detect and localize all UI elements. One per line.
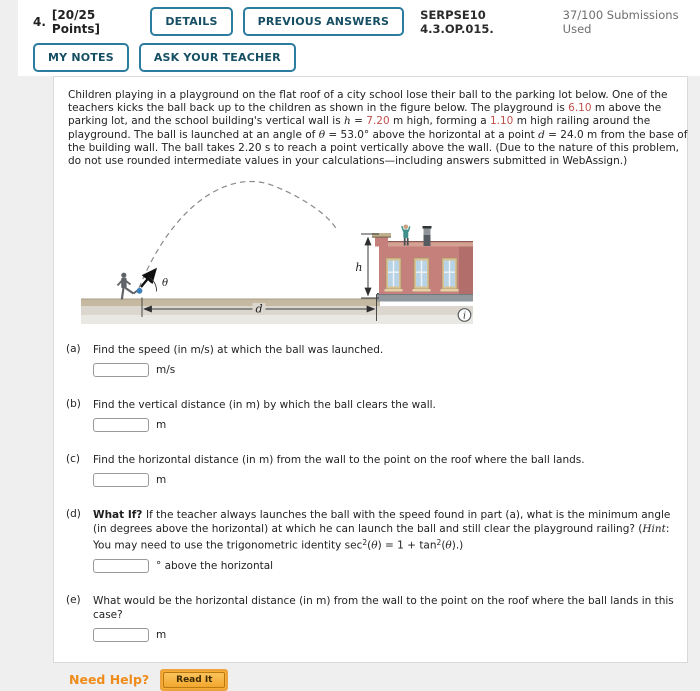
building-window <box>441 258 459 292</box>
part-b <box>66 398 677 432</box>
projectile-figure-svg <box>78 176 508 328</box>
assignment-code: SERPSE10 4.3.OP.015. <box>420 7 494 36</box>
part-e-answer-input[interactable] <box>93 628 149 642</box>
header-row-2 <box>33 43 700 72</box>
need-help-label: Need Help? <box>69 672 150 688</box>
part-d <box>66 508 677 573</box>
parking-lot-ground <box>81 299 473 325</box>
read-it-button[interactable]: Read It <box>160 669 228 691</box>
part-c <box>66 453 677 487</box>
submissions-used: 37/100 Submissions Used <box>562 7 679 36</box>
part-a-answer-input[interactable] <box>93 363 149 377</box>
ask-your-teacher-button[interactable]: ASK YOUR TEACHER <box>139 43 296 72</box>
question-points: [20/25 Points] <box>51 7 100 36</box>
chimney <box>423 226 432 246</box>
need-help-row <box>69 669 677 691</box>
ball <box>137 288 143 294</box>
part-d-text: What If? If the teacher always launches the ball with the speed found in part (a), what is the minimum angle (in degrees above the horizontal) at which he can launch the ball and still clear the playground railing? (Hint: You may need to use the trigonometric identity $\sec^2(\theta) = 1 + \tan^2(\theta)$.) <box>93 509 671 552</box>
part-a-text: Find the speed (in m/s) at which the ball was launched. <box>93 344 384 357</box>
my-notes-button[interactable]: MY NOTES <box>33 43 129 72</box>
svg-text:i: i <box>462 310 467 322</box>
question-number: 4. <box>33 14 46 29</box>
part-b-label: (b) <box>66 398 81 411</box>
teacher-figure <box>118 273 138 300</box>
school-building <box>372 225 473 302</box>
part-e-text: What would be the horizontal distance (in m) from the wall to the point on the roof where the ball lands in this case? <box>93 594 674 621</box>
part-a-unit: m/s <box>156 364 176 377</box>
part-d-answer-input[interactable] <box>93 559 149 573</box>
angle-arc <box>150 278 157 292</box>
part-d-label: (d) <box>66 508 81 521</box>
part-e <box>66 594 677 642</box>
part-a <box>66 343 677 377</box>
details-button[interactable]: DETAILS <box>150 7 232 36</box>
ball-trajectory-path <box>139 182 336 289</box>
part-d-unit: ° above the horizontal <box>156 559 274 572</box>
previous-answers-button[interactable]: PREVIOUS ANSWERS <box>243 7 405 36</box>
problem-statement: Children playing in a playground on the flat roof of a city school lose their ball to the parking lot below. One of the teachers kicks the ball back up to the children as shown in the figure below. The playground is 6.10 m above the parking lot, and the school building's vertical wall is h = 7.20 m high, forming a 1.10 m high railing around the playground. The ball is launched at an angle of θ = 53.0° above the horizontal at a point d = 24.0 m from the base of the building wall. The ball takes 2.20 s to reach a point vertically above the wall. (Due to the nature of this problem, do not use rounded intermediate values in your calculations—including answers submitted in WebAssign.) <box>68 89 688 168</box>
header-row-1 <box>33 7 700 36</box>
part-c-label: (c) <box>66 453 80 466</box>
part-b-text: Find the vertical distance (in m) by which the ball clears the wall. <box>93 399 436 412</box>
question-parts <box>66 343 677 642</box>
part-a-label: (a) <box>66 343 81 356</box>
building-window <box>413 258 431 292</box>
d-label: d <box>255 302 263 316</box>
building-window <box>385 258 403 292</box>
question-header <box>18 0 700 76</box>
part-b-unit: m <box>156 419 167 432</box>
part-e-unit: m <box>156 628 167 641</box>
theta-label: θ <box>162 278 169 290</box>
part-c-text: Find the horizontal distance (in m) from the wall to the point on the roof where the ball lands. <box>93 454 585 467</box>
part-c-answer-input[interactable] <box>93 473 149 487</box>
figure-info-icon[interactable] <box>458 309 471 322</box>
part-b-answer-input[interactable] <box>93 418 149 432</box>
part-e-label: (e) <box>66 593 81 606</box>
part-c-unit: m <box>156 474 167 487</box>
question-panel <box>53 76 688 688</box>
h-label: h <box>355 261 363 275</box>
problem-figure <box>78 176 677 332</box>
